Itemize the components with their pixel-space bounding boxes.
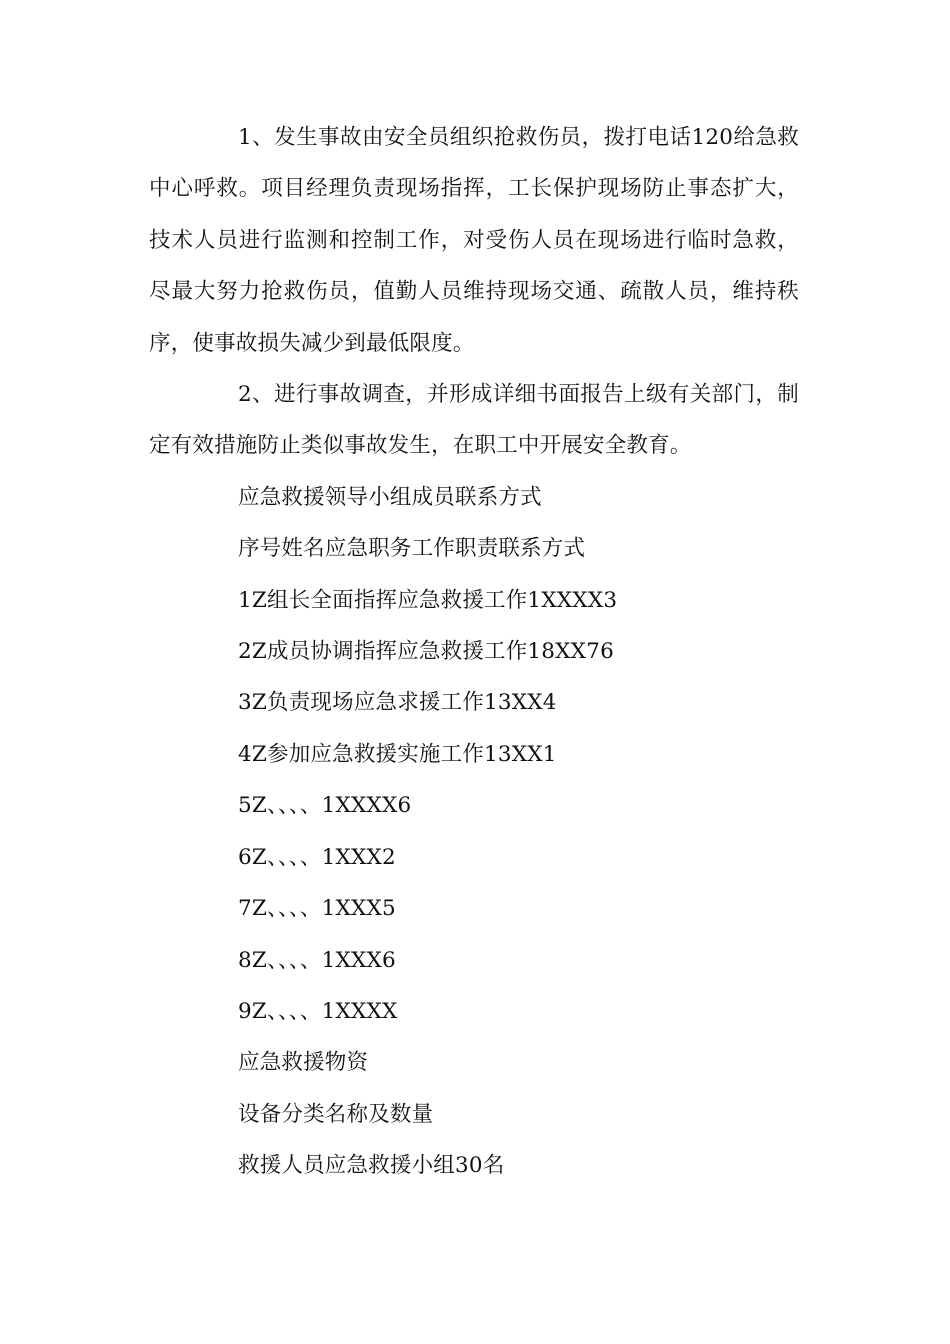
contact-row: 8Z、、、、1XXX6 xyxy=(238,947,396,973)
contact-row: 7Z、、、、1XXX5 xyxy=(238,896,396,922)
supplies-section-heading: 应急救援物资 xyxy=(238,1050,369,1076)
contact-row: 4Z参加应急救援实施工作13XX1 xyxy=(238,741,557,767)
paragraph-accident-rescue: 1、发生事故由安全员组织抢救伤员，拨打电话120给急救中心呼救。项目经理负责现场指挥，工长保护现场防止事态扩大，技术人员进行监测和控制工作，对受伤人员在现场进行临时急救，尽最大努力抢救伤员，值勤人员维持现场交通、疏散人员，维持秩序，使事故损失减少到最低限度。 xyxy=(149,125,799,356)
document-body xyxy=(149,112,799,1192)
contact-row: 6Z、、、、1XXX2 xyxy=(238,844,396,870)
contact-row: 3Z负责现场应急求援工作13XX4 xyxy=(238,690,557,716)
contact-section-heading: 应急救援领导小组成员联系方式 xyxy=(238,484,542,510)
paragraph-accident-investigation: 2、进行事故调查，并形成详细书面报告上级有关部门，制定有效措施防止类似事故发生，在职工中开展安全教育。 xyxy=(149,382,799,459)
contact-row: 2Z成员协调指挥应急救援工作18XX76 xyxy=(238,639,614,665)
supplies-row: 救援人员应急救援小组30名 xyxy=(238,1153,505,1179)
contact-table-header: 序号姓名应急职务工作职责联系方式 xyxy=(238,536,586,562)
contact-row: 5Z、、、、1XXXX6 xyxy=(238,793,412,819)
supplies-table-header: 设备分类名称及数量 xyxy=(238,1101,434,1127)
contact-row: 9Z、、、、1XXXX xyxy=(238,998,398,1024)
contact-row: 1Z组长全面指挥应急救援工作1XXXX3 xyxy=(238,587,618,613)
